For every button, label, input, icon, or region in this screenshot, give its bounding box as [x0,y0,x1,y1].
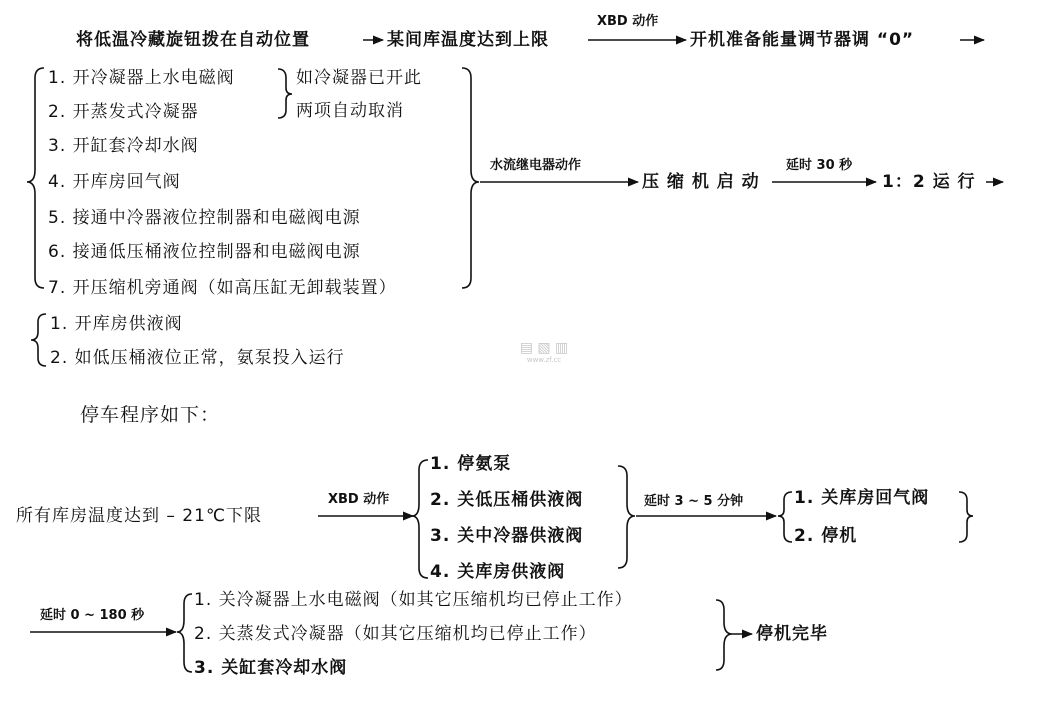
shutdown-group1-item-2: 2. 关低压桶供液阀 [430,490,584,510]
startup-group1-item-5: 5. 接通中冷器液位控制器和电磁阀电源 [48,208,361,228]
brace-right-startup-group1 [462,68,479,288]
startup-group2-item-1: 1. 开库房供液阀 [50,314,183,334]
shutdown-group3-item-1: 1. 关冷凝器上水电磁阀（如其它压缩机均已停止工作） [194,590,633,610]
startup-step-rotary-knob: 将低温冷藏旋钮拨在自动位置 [76,30,310,50]
note-condenser-open-line1: 如冷凝器已开此 [296,68,422,88]
startup-group1-item-7: 7. 开压缩机旁通阀（如高压缸无卸载装置） [48,278,397,298]
startup-group1-item-3: 3. 开缸套冷却水阀 [48,136,199,156]
shutdown-trigger: 所有库房温度达到 – 21℃下限 [16,506,263,526]
watermark-logo: ▤ ▧ ▥ www.zf.cc [519,340,569,364]
brace-right-items-1-2 [278,69,292,118]
startup-group1-item-6: 6. 接通低压桶液位控制器和电磁阀电源 [48,242,361,262]
shutdown-group1-item-1: 1. 停氨泵 [430,454,512,474]
brace-left-startup-group1 [27,68,44,288]
run-ratio-1-2: 1：2 运 行 [882,172,976,192]
startup-group1-item-2: 2. 开蒸发式冷凝器 [48,102,199,122]
shutdown-group3-item-3: 3. 关缸套冷却水阀 [194,658,348,678]
shutdown-done: 停机完毕 [756,624,828,644]
label-xbd-action-startup: XBD 动作 [597,14,659,29]
shutdown-group3-item-2: 2. 关蒸发式冷凝器（如其它压缩机均已停止工作） [194,624,597,644]
shutdown-group2-item-2: 2. 停机 [794,526,858,546]
startup-step-energy-regulator: 开机准备能量调节器调 “0” [690,30,915,50]
brace-right-shutdown-group2 [959,492,973,542]
shutdown-heading: 停车程序如下： [80,404,221,426]
startup-group1-item-1: 1. 开冷凝器上水电磁阀 [48,68,235,88]
label-xbd-action-shutdown: XBD 动作 [328,492,390,507]
shutdown-group1-item-3: 3. 关中冷器供液阀 [430,526,584,546]
brace-right-shutdown-group1 [618,466,635,568]
label-delay-0-180s: 延时 0 ~ 180 秒 [40,608,145,623]
startup-group2-item-2: 2. 如低压桶液位正常，氨泵投入运行 [50,348,345,368]
shutdown-group1-item-4: 4. 关库房供液阀 [430,562,566,582]
note-condenser-open-line2: 两项自动取消 [296,101,404,121]
brace-left-shutdown-group1 [412,460,428,578]
label-delay-30s: 延时 30 秒 [786,158,853,173]
brace-right-shutdown-group3 [716,600,732,670]
startup-step-temp-upper-limit: 某间库温度达到上限 [387,30,549,50]
brace-left-shutdown-group3 [177,594,192,672]
label-relay-action: 水流继电器动作 [490,158,582,173]
brace-left-shutdown-group2 [778,492,792,542]
startup-group1-item-4: 4. 开库房回气阀 [48,172,181,192]
shutdown-group2-item-1: 1. 关库房回气阀 [794,488,930,508]
label-delay-3-5min: 延时 3 ~ 5 分钟 [644,494,744,509]
brace-left-startup-group2 [31,314,46,366]
compressor-start: 压 缩 机 启 动 [642,172,760,192]
